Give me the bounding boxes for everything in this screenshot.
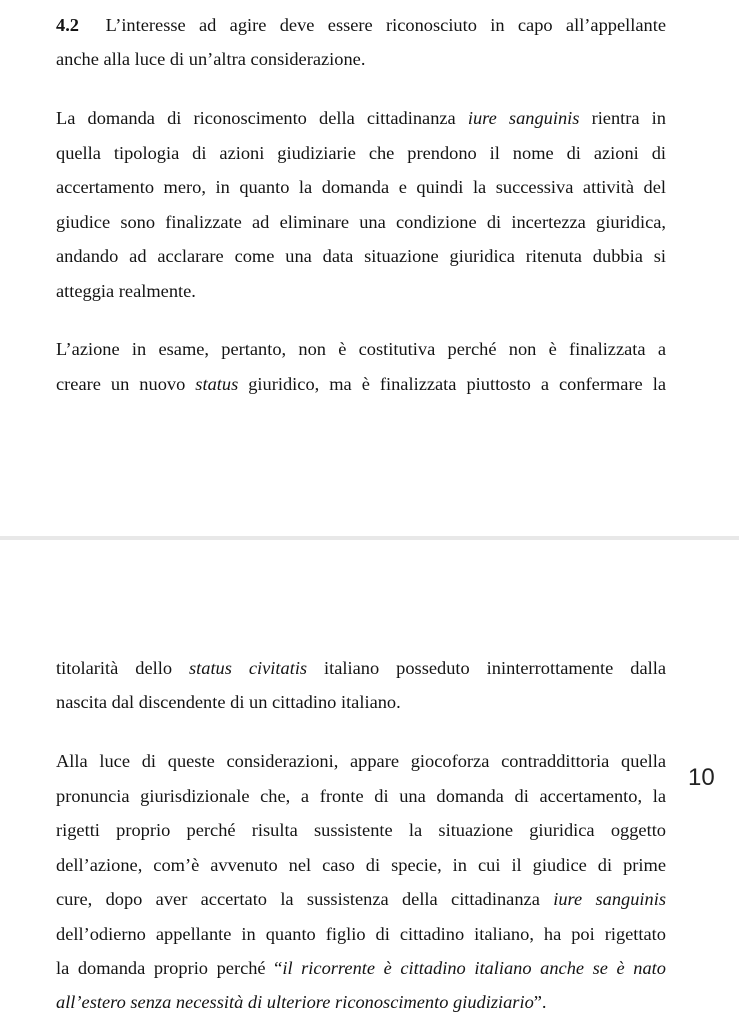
paragraph-line: quella tipologia di azioni giudiziarie che prendono il nome di azioni di [56,143,666,163]
paragraph-line: La domanda di riconoscimento della cittadinanza iure sanguinis rientra in [56,108,666,128]
paragraph-line: titolarità dello status civitatis italiano posseduto ininterrottamente dalla [56,658,666,678]
paragraph-line: L’azione in esame, pertanto, non è costitutiva perché non è finalizzata a [56,339,666,359]
paragraph-line: Alla luce di queste considerazioni, appare giocoforza contraddittoria quella [56,751,666,771]
paragraph-line: creare un nuovo status giuridico, ma è finalizzata piuttosto a confermare la [56,374,667,394]
paragraph-line: pronuncia giurisdizionale che, a fronte di una domanda di accertamento, la [56,786,666,806]
paragraph-line: rigetti proprio perché risulta sussistente la situazione giuridica oggetto [56,820,666,840]
page-number-indicator: 10 [688,764,715,791]
paragraph-line: accertamento mero, in quanto la domanda e quindi la successiva attività del [56,177,666,197]
paragraph-line: dell’azione, com’è avvenuto nel caso di specie, in cui il giudice di prime [56,855,666,875]
section-heading-line [56,13,666,37]
paragraph-line: dell’odierno appellante in quanto figlio di cittadino italiano, ha poi rigettato [56,924,666,944]
paragraph-line: cure, dopo aver accertato la sussistenza della cittadinanza iure sanguinis [56,889,666,909]
section-number: 4.2 [56,15,79,35]
paragraph-line: andando ad acclarare come una data situazione giuridica ritenuta dubbia si [56,246,666,266]
paragraph-line: all’estero senza necessità di ulteriore riconoscimento giudiziario”. [56,992,547,1012]
paragraph-line: la domanda proprio perché “il ricorrente è cittadino italiano anche se è nato [56,958,666,978]
text-line: anche alla luce di un’altra considerazione. [56,49,366,69]
document-page-bottom [0,540,739,1024]
paragraph-line: atteggia realmente. [56,281,196,301]
paragraph-line: nascita dal discendente di un cittadino italiano. [56,692,401,712]
paragraph-line: giudice sono finalizzate ad eliminare una condizione di incertezza giuridica, [56,212,666,232]
text-line: L’interesse ad agire deve essere riconosciuto in capo all’appellante [105,15,666,35]
